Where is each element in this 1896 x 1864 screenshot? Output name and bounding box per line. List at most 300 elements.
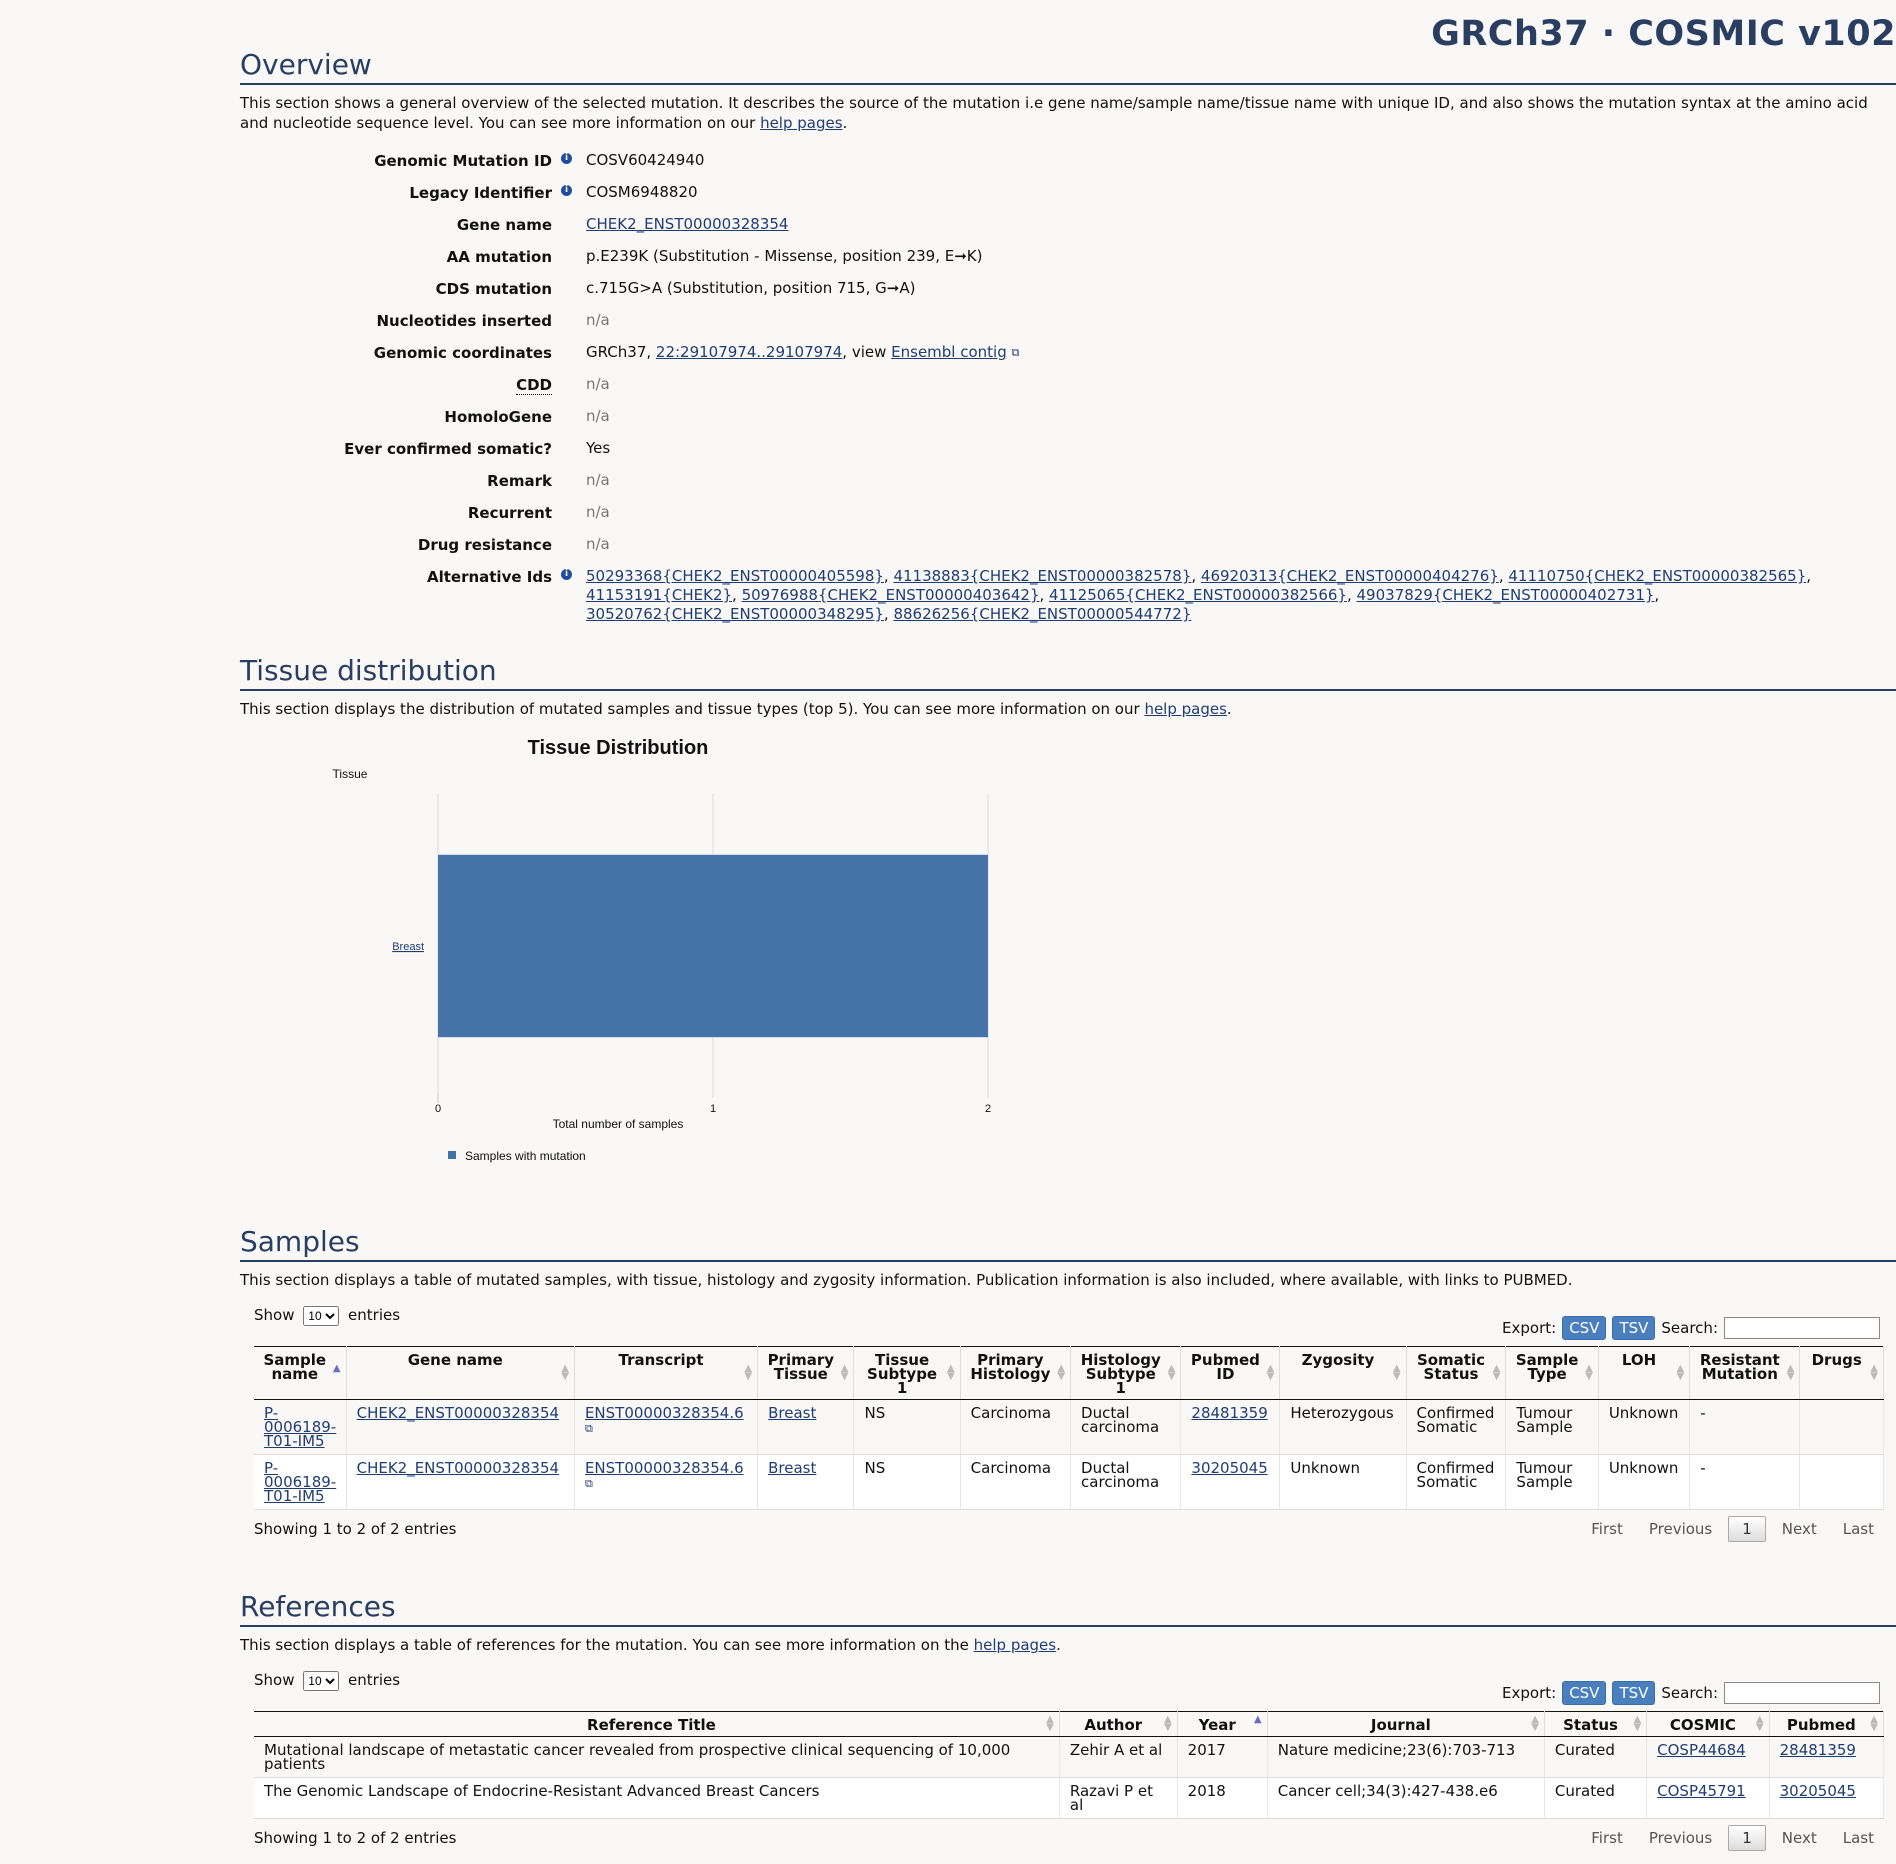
table-cell	[1769, 1737, 1883, 1778]
samples-export-label: Export:	[1502, 1319, 1557, 1337]
nucleotides-inserted-value: n/a	[586, 311, 610, 329]
cell-link[interactable]: COSP44684	[1657, 1741, 1746, 1759]
samples-table	[254, 1346, 1884, 1510]
column-header[interactable]	[1769, 1712, 1883, 1737]
cell-text: Razavi P et al	[1069, 1782, 1153, 1814]
table-cell	[1406, 1400, 1506, 1455]
cell-text: Nature medicine;23(6):703-713	[1277, 1741, 1516, 1759]
column-header-label: Primary Histology	[970, 1351, 1051, 1383]
table-cell	[254, 1737, 1059, 1778]
samples-title: Samples	[240, 1225, 1896, 1262]
sort-icon: ▲ ▼	[1531, 1714, 1539, 1733]
sort-icon: ▲ ▼	[1676, 1363, 1685, 1382]
sort-icon: ▲ ▼	[1870, 1714, 1878, 1733]
references-export-label: Export:	[1502, 1684, 1557, 1702]
references-next-button[interactable]: Next	[1781, 1829, 1817, 1847]
cdd-row	[240, 369, 1896, 401]
references-body	[254, 1737, 1884, 1819]
column-header-label: Transcript	[618, 1351, 704, 1369]
samples-pagination	[1581, 1516, 1884, 1542]
chart-y-axis-label: Tissue	[332, 767, 368, 781]
chart-x-tick-label: 1	[709, 1103, 717, 1115]
references-search-input[interactable]	[1724, 1682, 1880, 1704]
remark-label-text: Remark	[487, 472, 552, 490]
homologene-label	[240, 401, 572, 427]
alternative-id-link[interactable]: 41153191{CHEK2}	[586, 586, 733, 604]
samples-entries-label: entries	[348, 1306, 401, 1324]
info-icon[interactable]: i	[558, 183, 572, 203]
samples-table-controls	[254, 1302, 1880, 1340]
sort-icon: ▲ ▼	[1633, 1714, 1642, 1733]
table-cell	[1181, 1400, 1280, 1455]
column-header[interactable]	[254, 1347, 346, 1400]
cell-text: NS	[864, 1459, 886, 1477]
table-cell	[574, 1455, 757, 1510]
cell-text: Tumour Sample	[1516, 1459, 1573, 1491]
sort-icon: ▲ ▼	[1057, 1363, 1066, 1382]
table-cell	[254, 1455, 346, 1510]
column-header[interactable]	[1280, 1347, 1406, 1400]
table-cell	[1071, 1455, 1181, 1510]
cell-text: Heterozygous	[1290, 1404, 1394, 1422]
table-cell	[1598, 1455, 1689, 1510]
cell-text: Tumour Sample	[1516, 1404, 1573, 1436]
overview-description	[240, 93, 1896, 133]
cell-text: NS	[864, 1404, 886, 1422]
table-row	[254, 1737, 1884, 1778]
genomic-coordinates-value	[572, 337, 1896, 362]
cell-link[interactable]: ENST00000328354.6	[584, 1404, 744, 1422]
column-header[interactable]	[1598, 1347, 1689, 1400]
column-header[interactable]	[254, 1712, 1059, 1737]
cell-text: Zehir A et al	[1069, 1741, 1163, 1759]
samples-tsv-button[interactable]: TSV	[1612, 1316, 1655, 1340]
alternative-ids-label-text: Alternative Ids	[426, 568, 552, 586]
chart-svg	[240, 731, 1040, 1201]
genomic-coordinates-link[interactable]: 22:29107974..29107974	[655, 343, 843, 361]
cds-mutation-row	[240, 273, 1896, 305]
table-cell	[1506, 1455, 1598, 1510]
genomic-mutation-id-label-text: Genomic Mutation ID	[374, 152, 552, 170]
sort-icon: ▲ ▼	[1755, 1714, 1764, 1733]
references-header-row	[254, 1712, 1884, 1737]
gene-name-label-text: Gene name	[456, 216, 552, 234]
cdd-value: n/a	[586, 375, 610, 393]
aa-mutation-value: p.E239K (Substitution - Missense, position 239, E➞K)	[586, 247, 983, 265]
column-header-label: Gene name	[407, 1351, 503, 1369]
aa-mutation-row	[240, 241, 1896, 273]
cell-text: Ductal carcinoma	[1081, 1459, 1160, 1491]
alternative-id-link[interactable]: 41110750{CHEK2_ENST00000382565}	[1508, 567, 1807, 585]
aa-mutation-label-text: AA mutation	[446, 248, 552, 266]
references-last-button[interactable]: Last	[1842, 1829, 1874, 1847]
cell-link[interactable]: ENST00000328354.6	[584, 1459, 744, 1477]
cdd-label-text: CDD	[516, 376, 552, 394]
tissue-help-link[interactable]: help pages	[1144, 700, 1227, 718]
column-header[interactable]	[346, 1347, 574, 1400]
cell-link[interactable]: COSP45791	[1657, 1782, 1746, 1800]
table-cell	[1769, 1778, 1883, 1819]
cell-link[interactable]: CHEK2_ENST00000328354	[356, 1404, 560, 1422]
column-header-label: Sample Type	[1515, 1351, 1579, 1383]
references-page-1-button[interactable]: 1	[1728, 1825, 1766, 1851]
drug-resistance-value: n/a	[586, 535, 610, 553]
cell-text: Curated	[1554, 1782, 1615, 1800]
ever-confirmed-value: Yes	[586, 439, 611, 457]
remark-row	[240, 465, 1896, 497]
column-header[interactable]	[1267, 1712, 1544, 1737]
cell-link[interactable]: 30205045	[1779, 1782, 1856, 1800]
table-cell	[1177, 1737, 1267, 1778]
cell-text: Unknown	[1608, 1404, 1679, 1422]
overview-title: Overview	[240, 48, 1896, 85]
drug-resistance-row	[240, 529, 1896, 561]
ever-confirmed-label	[240, 433, 572, 459]
nucleotides-inserted-label-text: Nucleotides inserted	[376, 312, 552, 330]
column-header-label: Primary Tissue	[767, 1351, 835, 1383]
references-table	[254, 1711, 1884, 1819]
samples-previous-button[interactable]: Previous	[1648, 1520, 1713, 1538]
column-header[interactable]	[1506, 1347, 1598, 1400]
column-header[interactable]	[1177, 1712, 1267, 1737]
genomic-coordinates-middle: , view	[842, 343, 892, 361]
chart-legend-swatch	[448, 1151, 456, 1159]
column-header-label: Pubmed	[1786, 1716, 1856, 1734]
sort-icon: ▲ ▼	[946, 1363, 955, 1382]
samples-body	[254, 1400, 1884, 1510]
sort-icon: ▲ ▼	[1585, 1363, 1593, 1382]
references-desc-end: .	[1056, 1636, 1061, 1654]
samples-last-button[interactable]: Last	[1842, 1520, 1874, 1538]
cell-text: Unknown	[1608, 1459, 1679, 1477]
column-header[interactable]	[574, 1347, 757, 1400]
sort-icon: ▲	[332, 1363, 341, 1374]
table-cell	[254, 1400, 346, 1455]
table-cell	[1181, 1455, 1280, 1510]
overview-section	[240, 48, 1896, 624]
sort-icon: ▲ ▼	[1786, 1363, 1795, 1382]
column-header-label: Histology Subtype 1	[1080, 1351, 1161, 1397]
column-header-label: Author	[1084, 1716, 1143, 1734]
genomic-mutation-id-label	[240, 145, 572, 171]
table-cell	[574, 1400, 757, 1455]
references-search-label: Search:	[1661, 1684, 1718, 1702]
remark-label	[240, 465, 572, 491]
table-cell	[960, 1400, 1070, 1455]
samples-export-search	[1502, 1316, 1880, 1340]
info-icon[interactable]: i	[558, 151, 572, 171]
cell-text: Confirmed Somatic	[1416, 1404, 1495, 1436]
table-cell	[1506, 1400, 1598, 1455]
column-header-label: Tissue Subtype 1	[867, 1351, 938, 1397]
table-cell	[1690, 1400, 1800, 1455]
nucleotides-inserted-label	[240, 305, 572, 331]
table-cell	[960, 1455, 1070, 1510]
cell-link[interactable]: Breast	[768, 1404, 817, 1422]
legacy-identifier-row	[240, 177, 1896, 209]
table-cell	[1690, 1455, 1800, 1510]
homologene-row	[240, 401, 1896, 433]
gene-name-label	[240, 209, 572, 235]
table-cell	[1267, 1737, 1544, 1778]
cell-link[interactable]: 28481359	[1779, 1741, 1856, 1759]
column-header-label: Zygosity	[1301, 1351, 1375, 1369]
alternative-id-link[interactable]: 41125065{CHEK2_ENST00000382566}	[1049, 586, 1347, 604]
legacy-identifier-label-text: Legacy Identifier	[409, 184, 552, 202]
cell-text: Mutational landscape of metastatic cancer revealed from prospective clinical sequencing of 10,000 patients	[264, 1741, 1011, 1773]
sort-icon: ▲ ▼	[1266, 1363, 1275, 1382]
genomic-mutation-id-row	[240, 145, 1896, 177]
chart-title: Tissue Distribution	[527, 737, 709, 759]
table-cell	[1800, 1455, 1884, 1510]
recurrent-row	[240, 497, 1896, 529]
drug-resistance-label	[240, 529, 572, 555]
column-header[interactable]	[1406, 1347, 1506, 1400]
tissue-distribution-section	[240, 654, 1896, 1201]
ever-confirmed-label-text: Ever confirmed somatic?	[344, 440, 552, 458]
genomic-coordinates-row	[240, 337, 1896, 369]
samples-csv-button[interactable]: CSV	[1562, 1316, 1606, 1340]
cds-mutation-value: c.715G>A (Substitution, position 715, G➞A)	[586, 279, 916, 297]
references-entries-label: entries	[348, 1671, 401, 1689]
genomic-coordinates-prefix: GRCh37,	[586, 343, 656, 361]
chart-bar-breast	[438, 855, 988, 1037]
references-table-controls	[254, 1667, 1880, 1705]
genomic-mutation-id-value: COSV60424940	[586, 151, 705, 169]
alternative-ids-label	[240, 561, 572, 587]
table-cell	[758, 1455, 854, 1510]
alternative-ids-row	[240, 561, 1896, 624]
table-cell	[1059, 1778, 1177, 1819]
nucleotides-inserted-row	[240, 305, 1896, 337]
samples-next-button[interactable]: Next	[1781, 1520, 1817, 1538]
sort-icon: ▲ ▼	[1492, 1363, 1501, 1382]
samples-section	[240, 1225, 1896, 1542]
column-header-label: Journal	[1370, 1716, 1431, 1734]
legacy-identifier-label	[240, 177, 572, 203]
column-header[interactable]	[758, 1347, 854, 1400]
cell-text: Cancer cell;34(3):427-438.e6	[1277, 1782, 1498, 1800]
column-header[interactable]	[960, 1347, 1070, 1400]
references-page-size-select[interactable]	[303, 1671, 339, 1691]
sort-icon: ▲ ▼	[561, 1363, 569, 1382]
table-cell	[854, 1400, 960, 1455]
alternative-id-link[interactable]: 88626256{CHEK2_ENST00000544772}	[893, 605, 1192, 623]
cell-link[interactable]: P-0006189-T01-IM5	[264, 1404, 337, 1450]
cell-text: Carcinoma	[970, 1459, 1052, 1477]
cell-text: 2018	[1187, 1782, 1226, 1800]
table-cell	[346, 1455, 574, 1510]
cell-text: 2017	[1187, 1741, 1226, 1759]
main-content	[240, 48, 1896, 1851]
column-header-label: Drugs	[1811, 1351, 1862, 1369]
references-section	[240, 1590, 1896, 1851]
table-cell	[254, 1778, 1059, 1819]
column-header-label: Reference Title	[587, 1716, 716, 1734]
table-row	[254, 1778, 1884, 1819]
alternative-id-link[interactable]: 50293368{CHEK2_ENST00000405598}	[586, 567, 884, 585]
samples-show-label: Show	[254, 1306, 295, 1324]
tissue-desc-end: .	[1226, 700, 1232, 718]
ever-confirmed-row	[240, 433, 1896, 465]
column-header[interactable]	[1647, 1712, 1769, 1737]
cell-link[interactable]: Breast	[768, 1459, 817, 1477]
references-title: References	[240, 1590, 1896, 1627]
chart-x-tick-label: 0	[434, 1103, 442, 1115]
table-cell	[1280, 1455, 1406, 1510]
alternative-id-link[interactable]: 41138883{CHEK2_ENST00000382578}	[893, 567, 1192, 585]
gene-name-link[interactable]: CHEK2_ENST00000328354	[586, 215, 789, 233]
homologene-value: n/a	[586, 407, 610, 425]
homologene-label-text: HomoloGene	[444, 408, 552, 426]
column-header[interactable]	[1544, 1712, 1646, 1737]
tissue-desc-text: This section displays the distribution of mutated samples and tissue types (top 5). You can see more information on our	[240, 700, 1145, 718]
samples-length-control	[254, 1302, 400, 1326]
ensembl-contig-link[interactable]: Ensembl contig	[891, 343, 1007, 361]
column-header[interactable]	[1059, 1712, 1177, 1737]
column-header-label: Pubmed ID	[1190, 1351, 1260, 1383]
references-previous-button[interactable]: Previous	[1648, 1829, 1713, 1847]
chart-x-tick-label: 2	[984, 1103, 992, 1115]
references-tsv-button[interactable]: TSV	[1612, 1681, 1655, 1705]
references-desc-text: This section displays a table of references for the mutation. You can see more information on the	[240, 1636, 974, 1654]
alternative-id-link[interactable]: 46920313{CHEK2_ENST00000404276}	[1200, 567, 1499, 585]
gene-name-row	[240, 209, 1896, 241]
table-cell	[1544, 1737, 1646, 1778]
table-cell	[1406, 1455, 1506, 1510]
recurrent-label	[240, 497, 572, 523]
column-header-label: LOH	[1621, 1351, 1657, 1369]
recurrent-value: n/a	[586, 503, 610, 521]
table-cell	[1647, 1778, 1769, 1819]
references-export-search	[1502, 1681, 1880, 1705]
drug-resistance-label-text: Drug resistance	[417, 536, 552, 554]
alternative-ids-value: 50293368{CHEK2_ENST00000405598}, 41138883{CHEK2_ENST00000382578}, 46920313{CHEK2_ENST00000404276}, 41110750{CHEK2_ENST00000382565}, 41153191{CHEK2}, 50976988{CHEK2_ENST00000403642}, 41125065{CHEK2_ENST00000382566}, 49037829{CHEK2_ENST00000402731}, 30520762{CHEK2_ENST00000348295}, 88626256{CHEK2_ENST00000544772}	[586, 567, 1812, 623]
sort-icon: ▲ ▼	[744, 1363, 753, 1382]
references-first-button[interactable]: First	[1591, 1829, 1623, 1847]
samples-page-size-select[interactable]	[303, 1306, 339, 1326]
table-row	[254, 1400, 1884, 1455]
table-row	[254, 1455, 1884, 1510]
column-header-label: Sample name	[263, 1351, 327, 1383]
cdd-label	[240, 369, 572, 395]
cell-text: Unknown	[1290, 1459, 1360, 1477]
references-help-link[interactable]: help pages	[973, 1636, 1057, 1654]
table-cell	[758, 1400, 854, 1455]
table-cell	[1800, 1400, 1884, 1455]
external-link-icon: ⧉	[584, 1477, 593, 1490]
references-length-control	[254, 1667, 400, 1691]
sort-icon: ▲	[1254, 1714, 1262, 1725]
column-header[interactable]	[1690, 1347, 1800, 1400]
cell-text: Carcinoma	[970, 1404, 1052, 1422]
column-header-label: COSMIC	[1669, 1716, 1736, 1734]
cell-text: Confirmed Somatic	[1416, 1459, 1495, 1491]
cell-text: The Genomic Landscape of Endocrine-Resistant Advanced Breast Cancers	[264, 1782, 820, 1800]
sort-icon: ▲ ▼	[1870, 1363, 1878, 1382]
info-icon[interactable]: i	[558, 567, 572, 587]
samples-first-button[interactable]: First	[1591, 1520, 1623, 1538]
gene-name-value	[572, 209, 1896, 234]
column-header-label: Status	[1563, 1716, 1618, 1734]
references-info: Showing 1 to 2 of 2 entries	[254, 1829, 457, 1847]
references-csv-button[interactable]: CSV	[1562, 1681, 1606, 1705]
column-header[interactable]	[854, 1347, 960, 1400]
table-cell	[1177, 1778, 1267, 1819]
sort-icon: ▲ ▼	[1392, 1363, 1401, 1382]
chart-category-label[interactable]: Breast	[392, 941, 424, 953]
sort-icon: ▲ ▼	[840, 1363, 849, 1382]
samples-header-row	[254, 1347, 1884, 1400]
samples-table-footer	[254, 1516, 1884, 1542]
column-header-label: Resistant Mutation	[1699, 1351, 1780, 1383]
external-link-icon: ⧉	[584, 1422, 593, 1435]
tissue-distribution-title: Tissue distribution	[240, 654, 1896, 691]
sort-icon: ▲ ▼	[1046, 1714, 1054, 1733]
alternative-id-link[interactable]: 50976988{CHEK2_ENST00000403642}	[741, 586, 1040, 604]
genomic-coordinates-label-text: Genomic coordinates	[373, 344, 552, 362]
references-table-footer	[254, 1825, 1884, 1851]
alternative-id-link[interactable]: 49037829{CHEK2_ENST00000402731}	[1356, 586, 1655, 604]
overview-desc-end: .	[842, 114, 848, 132]
alternative-id-link[interactable]: 30520762{CHEK2_ENST00000348295}	[586, 605, 884, 623]
chart-x-axis-label: Total number of samples	[552, 1117, 684, 1131]
column-header-label: Somatic Status	[1416, 1351, 1486, 1383]
column-header-label: Year	[1198, 1716, 1236, 1734]
table-cell	[1071, 1400, 1181, 1455]
table-cell	[854, 1455, 960, 1510]
cell-link[interactable]: P-0006189-T01-IM5	[264, 1459, 337, 1505]
overview-desc-text: This section shows a general overview of the selected mutation. It describes the source of the mutation i.e gene name/sample name/tissue name with unique ID, and also shows the mutation syntax at the amino acid and nucleotide sequence level. You can see more information on our	[240, 94, 1868, 132]
legacy-identifier-value: COSM6948820	[586, 183, 698, 201]
cell-text: -	[1700, 1404, 1706, 1422]
table-cell	[1267, 1778, 1544, 1819]
table-cell	[1647, 1737, 1769, 1778]
chart-legend-label: Samples with mutation	[465, 1149, 586, 1163]
column-header[interactable]	[1181, 1347, 1280, 1400]
references-description	[240, 1635, 1896, 1655]
table-cell	[1280, 1400, 1406, 1455]
recurrent-label-text: Recurrent	[467, 504, 552, 522]
samples-search-label: Search:	[1661, 1319, 1718, 1337]
external-link-icon: ⧉	[1011, 346, 1020, 359]
tissue-distribution-chart	[240, 731, 1040, 1201]
cell-link[interactable]: CHEK2_ENST00000328354	[356, 1459, 560, 1477]
genomic-coordinates-label	[240, 337, 572, 363]
cds-mutation-label	[240, 273, 572, 299]
cell-text: Curated	[1554, 1741, 1615, 1759]
cell-link[interactable]: 28481359	[1191, 1404, 1268, 1422]
build-title: GRCh37 · COSMIC v102	[1431, 14, 1896, 54]
cell-link[interactable]: 30205045	[1191, 1459, 1268, 1477]
aa-mutation-label	[240, 241, 572, 267]
cell-text: Ductal carcinoma	[1081, 1404, 1160, 1436]
samples-description: This section displays a table of mutated samples, with tissue, histology and zygosity information. Publication information is also included, where available, with links to PUBMED.	[240, 1271, 1573, 1289]
cell-text: -	[1700, 1459, 1706, 1477]
overview-help-link[interactable]: help pages	[760, 114, 843, 132]
sort-icon: ▲ ▼	[1167, 1363, 1176, 1382]
tissue-distribution-description	[240, 699, 1896, 719]
table-cell	[1598, 1400, 1689, 1455]
column-header[interactable]	[1800, 1347, 1884, 1400]
references-show-label: Show	[254, 1671, 295, 1689]
samples-search-input[interactable]	[1724, 1317, 1880, 1339]
column-header[interactable]	[1071, 1347, 1181, 1400]
sort-icon: ▲ ▼	[1163, 1714, 1172, 1733]
samples-page-1-button[interactable]: 1	[1728, 1516, 1766, 1542]
table-cell	[1544, 1778, 1646, 1819]
references-pagination	[1581, 1825, 1884, 1851]
